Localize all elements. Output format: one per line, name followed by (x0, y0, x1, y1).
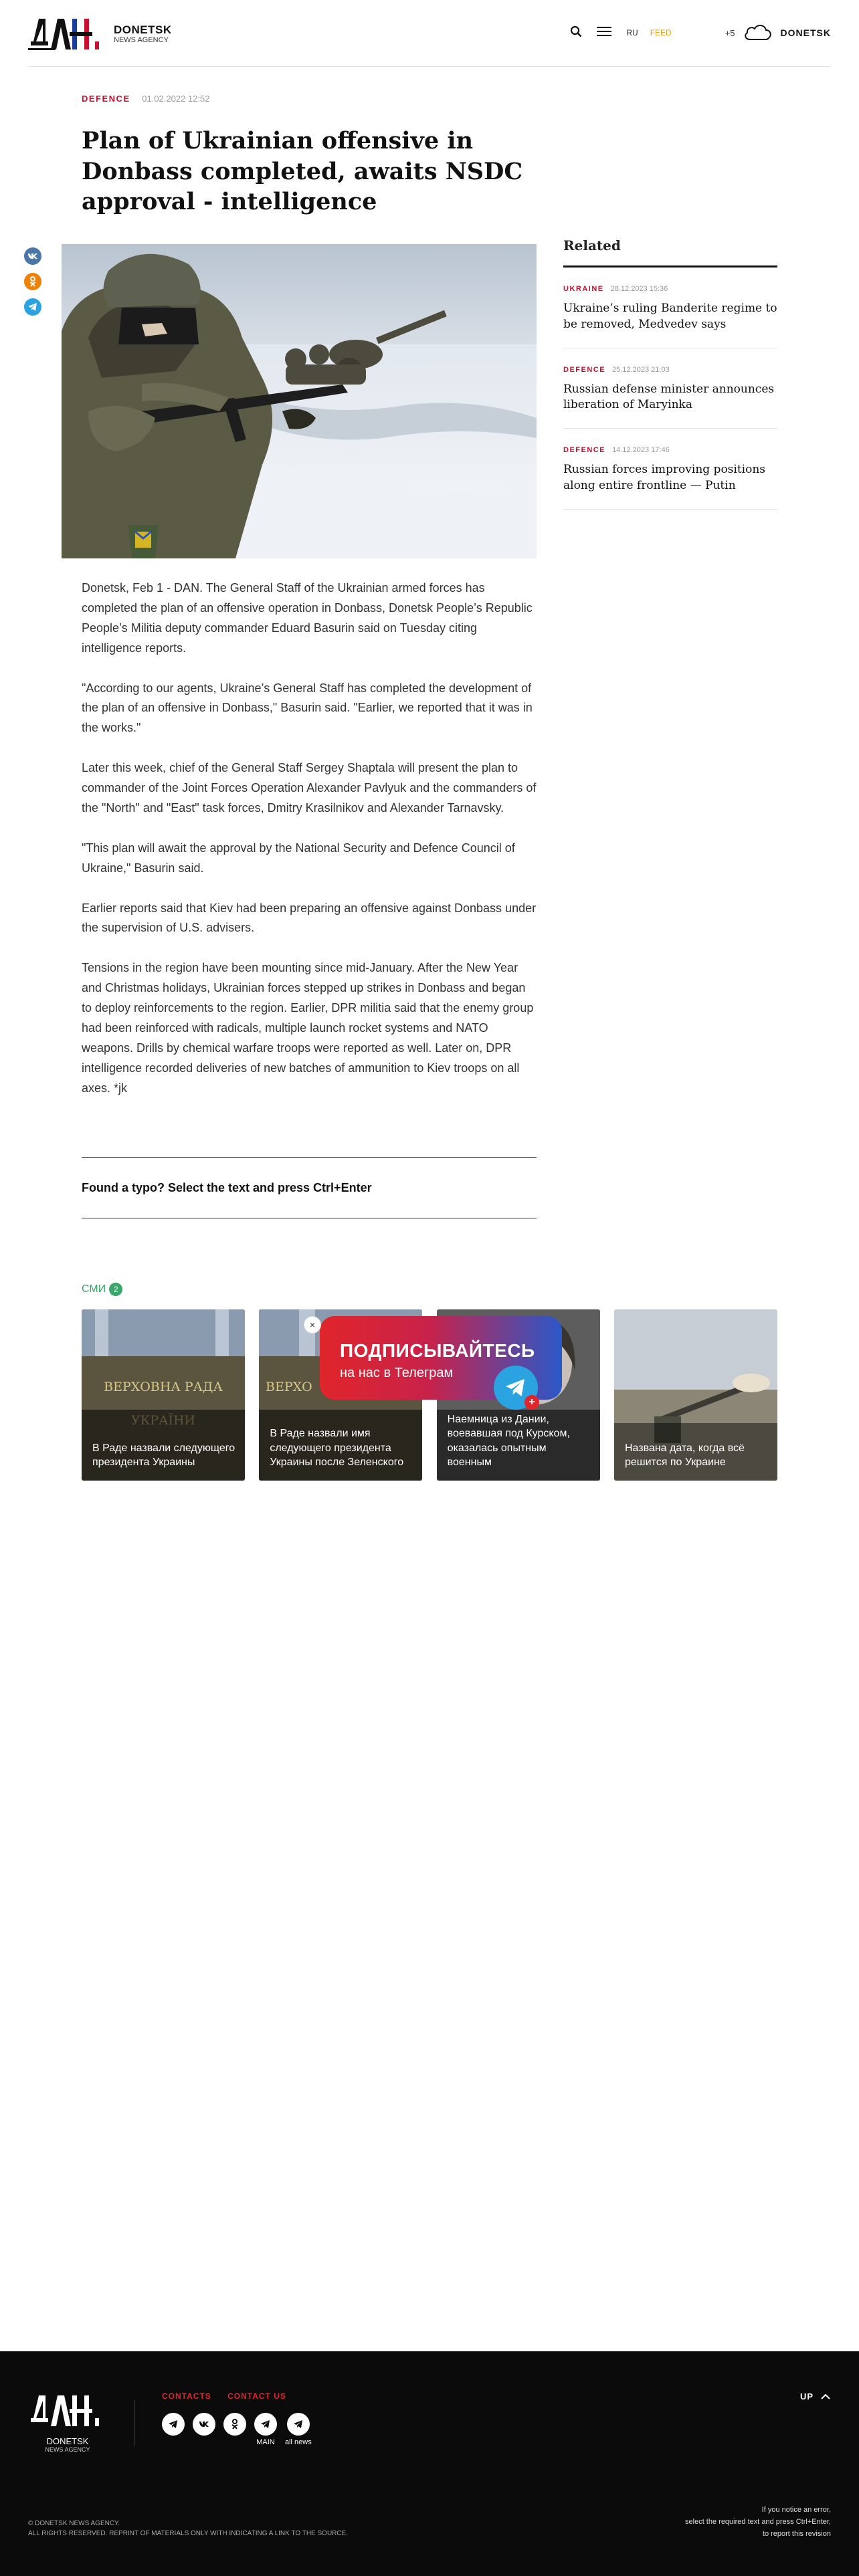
telegram-subscribe-popup[interactable] (309, 1316, 562, 1410)
related-date: 14.12.2023 17:46 (612, 446, 670, 455)
menu-icon[interactable] (597, 26, 611, 40)
article-meta (82, 94, 209, 104)
svg-text:УКРАЇНИ: УКРАЇНИ (130, 1413, 196, 1428)
smi-count-badge: 2 (109, 1283, 122, 1296)
related-category[interactable]: UKRAINE (563, 285, 604, 293)
footer-links (162, 2391, 300, 2401)
article-image (62, 244, 537, 558)
search-icon[interactable] (570, 25, 582, 41)
smi-label: СМИ (82, 1283, 106, 1295)
footer-telegram[interactable] (162, 2413, 185, 2446)
related-item[interactable] (563, 267, 777, 348)
related-sidebar (563, 237, 777, 510)
language-switch[interactable]: RU (626, 28, 638, 37)
contact-us-link[interactable]: CONTACT US (227, 2391, 286, 2401)
dan-logo-icon (28, 15, 107, 53)
svg-text:ВЕРХОВНА РАДА: ВЕРХОВНА РАДА (104, 1380, 223, 1394)
error-report-notice: If you notice an error, select the required text and press Ctrl+Enter, to report this revision (685, 2506, 831, 2539)
footer-logo-name: DONETSK (46, 2436, 89, 2446)
article-category[interactable]: DEFENCE (82, 94, 130, 104)
footer-social (162, 2413, 320, 2446)
article-body (82, 578, 537, 1118)
card-caption: В Раде назвали следующего президента Украины (92, 1442, 235, 1469)
related-title[interactable]: Ukraine’s ruling Banderite regime to be removed, Medvedev says (563, 302, 777, 331)
article-paragraph: "According to our agents, Ukraine’s General Staff has completed the development of the plan of an offensive in Donbass," Basurin said. "Earlier, we reported that it was in the works." (82, 681, 533, 735)
logo-name: DONETSK (114, 23, 172, 36)
vk-icon (193, 2413, 215, 2436)
vk-icon[interactable] (24, 247, 41, 265)
related-title[interactable]: Russian forces improving positions along entire frontline — Putin (563, 463, 766, 492)
typo-notice: Found a typo? Select the text and press Ctrl+Enter (82, 1157, 537, 1218)
related-item[interactable] (563, 429, 777, 510)
card-caption: Наемница из Дании, воевавшая под Курском, оказалась опытным военным (447, 1413, 570, 1469)
footer-social-label: MAIN (256, 2438, 275, 2446)
smi-header[interactable] (82, 1283, 122, 1296)
footer-ok[interactable] (223, 2413, 246, 2446)
footer-vk[interactable] (193, 2413, 215, 2446)
card-caption: Названа дата, когда всё решится по Украине (624, 1442, 745, 1469)
dan-logo-icon (28, 2391, 107, 2430)
footer-social-label: all news (285, 2438, 312, 2446)
city-name: DONETSK (780, 27, 831, 38)
news-card[interactable] (82, 1309, 245, 1481)
related-date: 25.12.2023 21:03 (612, 365, 670, 374)
scroll-up-button[interactable]: UP (800, 2391, 831, 2401)
telegram-icon (254, 2413, 277, 2436)
telegram-icon (287, 2413, 310, 2436)
article-date: 01.02.2022 12:52 (142, 94, 210, 104)
site-header (28, 0, 831, 67)
logo-subtitle: NEWS AGENCY (114, 36, 169, 45)
footer-telegram-all-news[interactable] (285, 2413, 312, 2446)
contacts-link[interactable]: CONTACTS (162, 2391, 211, 2401)
share-bar (24, 247, 41, 324)
related-category[interactable]: DEFENCE (563, 365, 606, 374)
close-icon[interactable]: × (304, 1316, 321, 1333)
copyright: © DONETSK NEWS AGENCY. ALL RIGHTS RESERVED. REPRINT OF MATERIALS ONLY WITH INDICATING A LINK TO THE SOURCE. (28, 2520, 349, 2537)
site-logo[interactable] (28, 15, 172, 53)
temperature: +5 (725, 27, 735, 38)
plus-badge: + (524, 1395, 539, 1410)
related-heading: Related (563, 237, 777, 267)
popup-title: ПОДПИСЫВАЙТЕСЬ (340, 1340, 535, 1361)
arrow-up-icon (820, 2393, 831, 2400)
related-title[interactable]: Russian defense minister announces liberation of Maryinka (563, 382, 775, 412)
ok-icon[interactable] (24, 273, 41, 290)
footer-telegram-main[interactable] (254, 2413, 277, 2446)
news-card[interactable] (614, 1309, 777, 1481)
related-date: 28.12.2023 15:36 (610, 285, 668, 293)
footer-logo[interactable] (28, 2391, 107, 2453)
related-item[interactable] (563, 348, 777, 429)
svg-text:ВЕРХО: ВЕРХО (266, 1380, 313, 1394)
article-paragraph: Later this week, chief of the General Staff Sergey Shaptala will present the plan to commander of the Joint Forces Operation Alexander Pavlyuk and the commanders of the "North" and "East" task forces, Dmitry Krasilnikov and Alexander Tarnavsky. (82, 761, 537, 815)
article-paragraph: "This plan will await the approval by the National Security and Defence Council of Ukraine," Basurin said. (82, 841, 515, 875)
telegram-icon (162, 2413, 185, 2436)
footer-logo-subtitle: NEWS AGENCY (45, 2446, 90, 2453)
card-caption: В Раде назвали имя следующего президента Украины после Зеленского (270, 1428, 404, 1469)
feed-link[interactable]: FEED (650, 28, 672, 37)
article-title: Plan of Ukrainian offensive in Donbass completed, awaits NSDC approval - intelligence (82, 127, 523, 215)
ok-icon (223, 2413, 246, 2436)
telegram-icon[interactable] (24, 298, 41, 316)
related-category[interactable]: DEFENCE (563, 446, 606, 455)
popup-subtitle: на нас в Телеграм (340, 1366, 454, 1380)
site-footer (0, 2351, 859, 2576)
cloud-icon (743, 22, 773, 44)
article-paragraph: Donetsk, Feb 1 - DAN. The General Staff of the Ukrainian armed forces has completed the plan of an offensive operation in Donbass, Donetsk People’s Republic People’s Militia deputy commander Eduard Basurin said on Tuesday citing intelligence reports. (82, 581, 533, 655)
article-paragraph: Tensions in the region have been mounting since mid-January. After the New Year and Christmas holidays, Ukrainian forces stepped up strikes in Donbass and began to deploy reinforcements to the region. Earlier, DPR militia said that the enemy group had been reinforced with radicals, multiple launch rocket systems and NATO weapons. Drills by chemical warfare troops were reported as well. Later on, DPR intelligence recorded deliveries of new batches of ammunition to Kiev troops on all axes. *jk (82, 961, 534, 1095)
article-paragraph: Earlier reports said that Kiev had been preparing an offensive against Donbass under the supervision of U.S. advisers. (82, 901, 537, 935)
